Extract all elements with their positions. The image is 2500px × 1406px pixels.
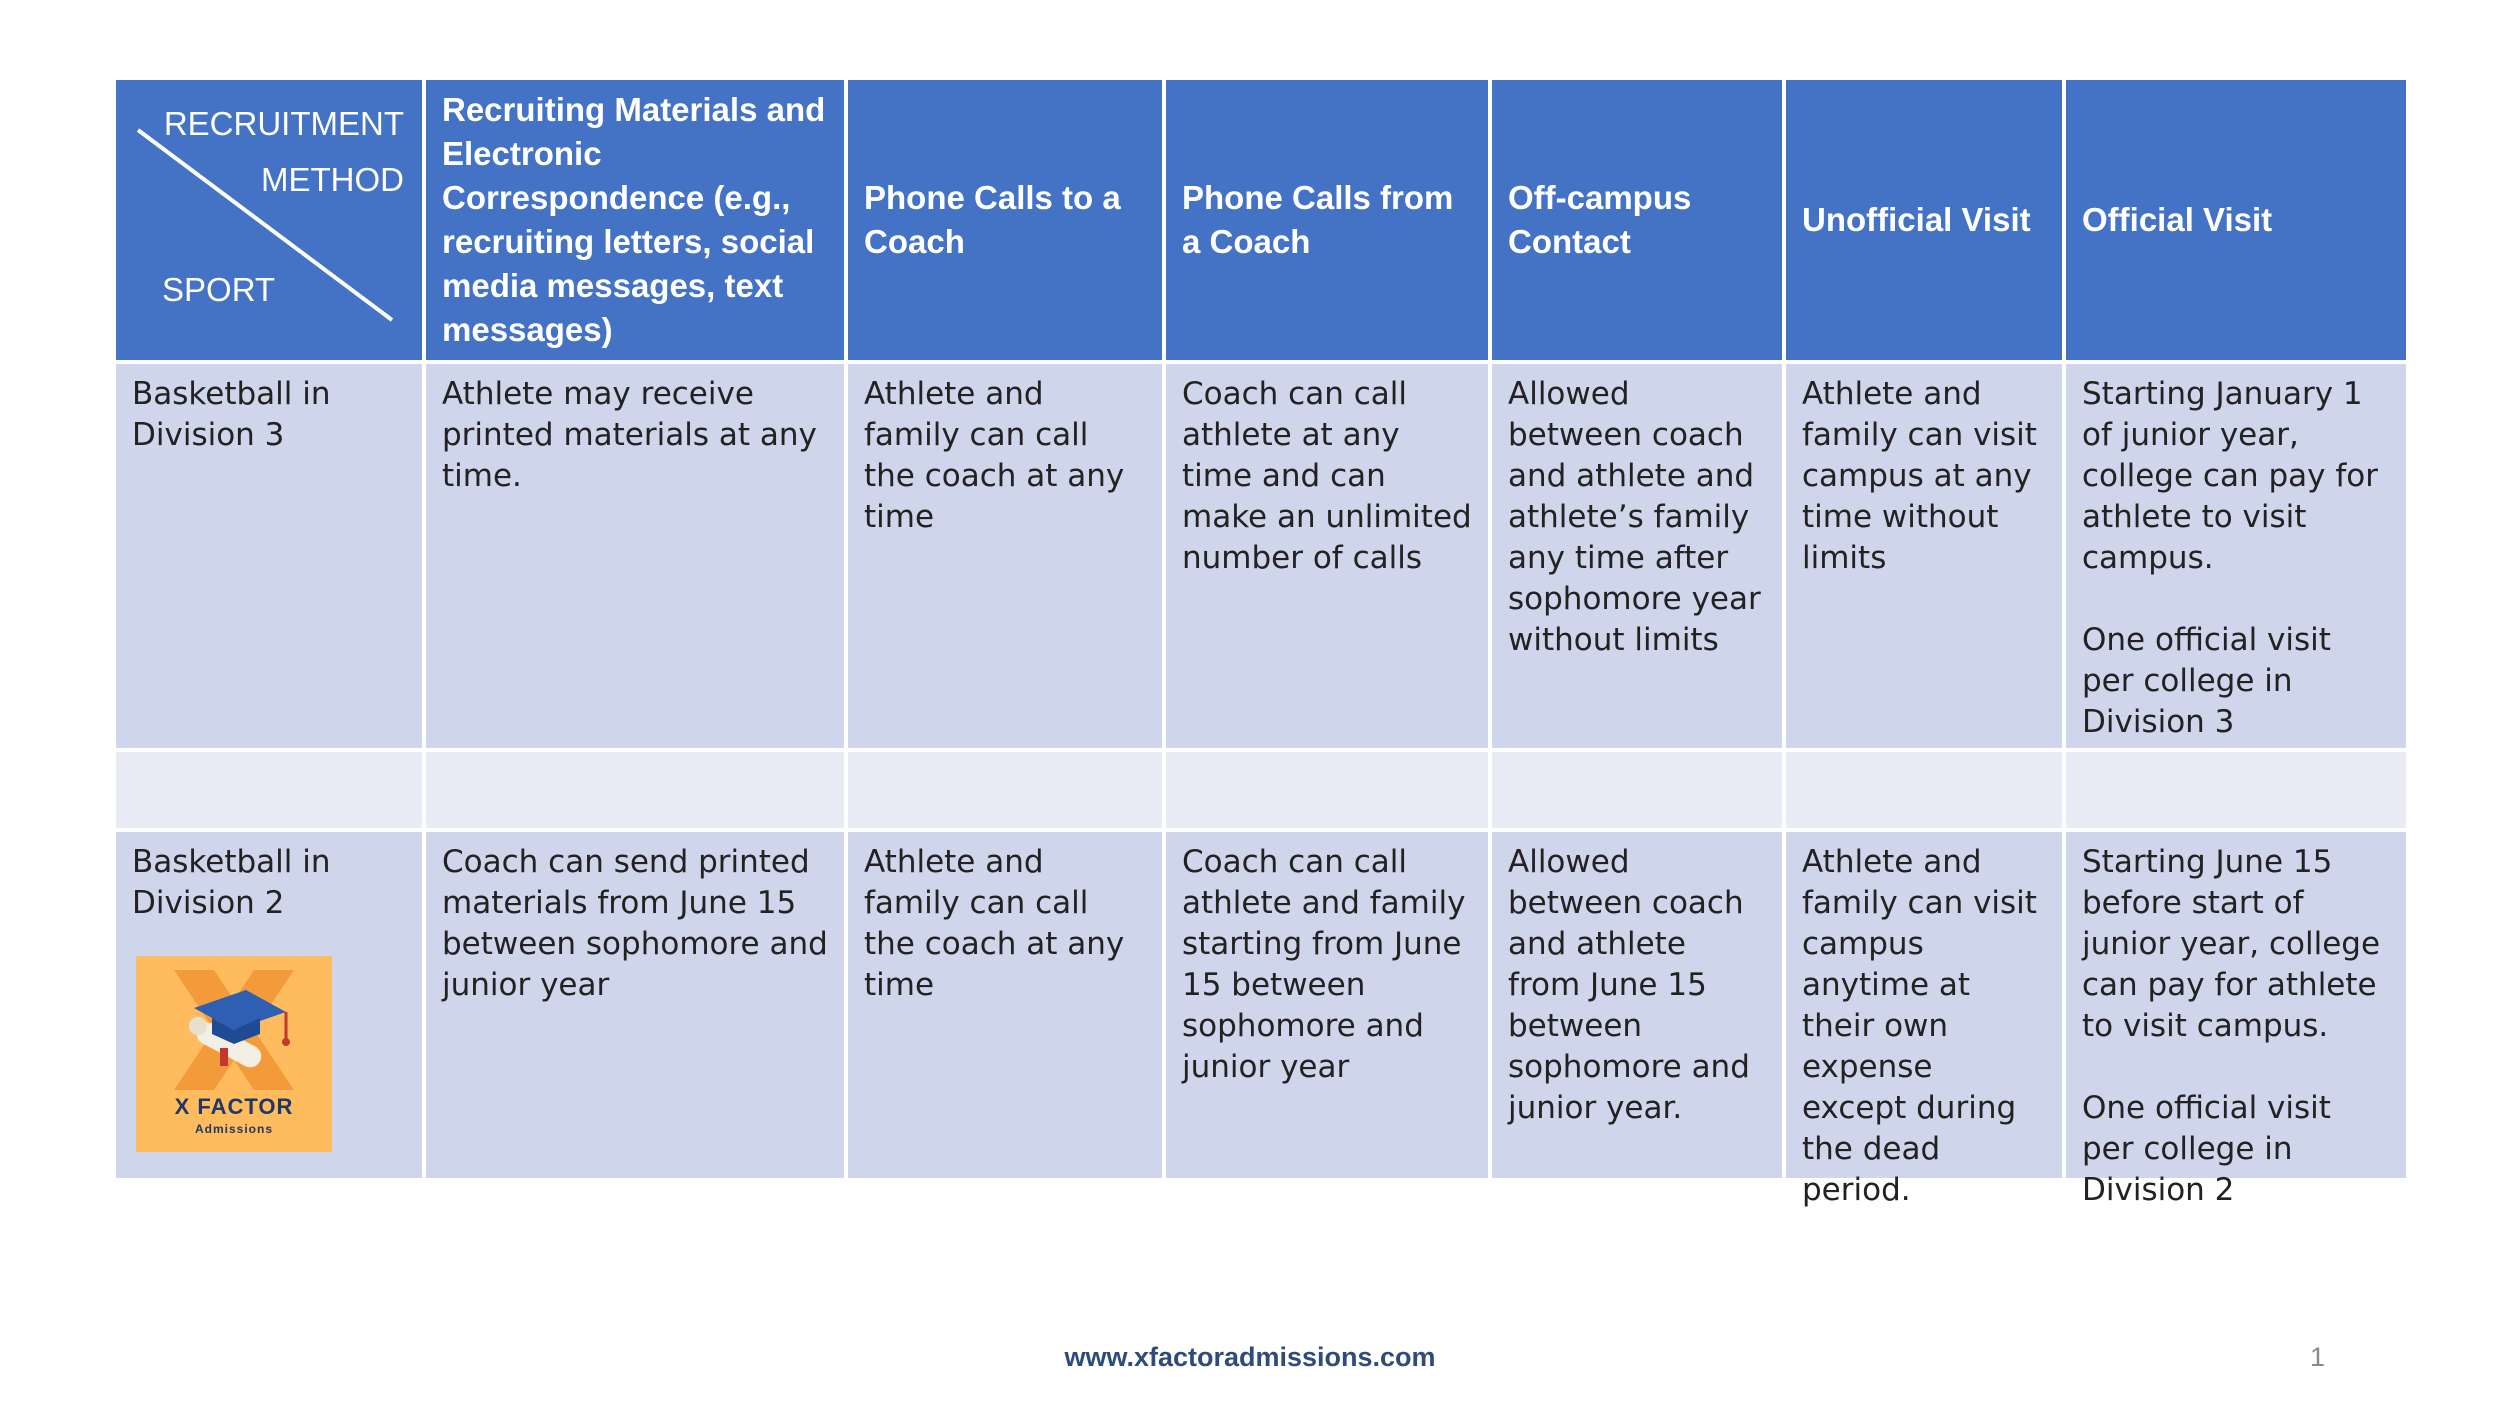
spacer-cell [848, 752, 1162, 828]
cell-off-campus-d2: Allowed between coach and athlete from June 15 between sophomore and junior year. [1492, 832, 1782, 1178]
footer-website[interactable]: www.xfactoradmissions.com [1064, 1342, 1436, 1372]
page-number: 1 [2310, 1342, 2326, 1372]
spacer-cell [2066, 752, 2406, 828]
logo-subtitle: Admissions [194, 1122, 273, 1136]
spacer-cell [1786, 752, 2062, 828]
official-d2-para-2: One official visit per college in Division 2 [2082, 1090, 2331, 1208]
column-header-calls-from-coach: Phone Calls from a Coach [1166, 80, 1488, 360]
cell-materials-d2: Coach can send printed materials from June 15 between sophomore and junior year [426, 832, 844, 1178]
cell-official-d3 [2066, 364, 2406, 748]
cell-materials-d3: Athlete may receive printed materials at any time. [426, 364, 844, 748]
row-sport-d2: Basketball in Division 2 [116, 832, 422, 1178]
cell-calls-from-d3: Coach can call athlete at any time and can make an unlimited number of calls [1166, 364, 1488, 748]
spacer-cell [1492, 752, 1782, 828]
official-d3-para-1: Starting January 1 of junior year, college can pay for athlete to visit campus. [2082, 376, 2378, 576]
cell-unofficial-d2: Athlete and family can visit campus anytime at their own expense except during the dead period. [1786, 832, 2062, 1178]
column-header-unofficial-visit: Unofficial Visit [1786, 80, 2062, 360]
column-header-calls-to-coach: Phone Calls to a Coach [848, 80, 1162, 360]
cell-calls-to-d2: Athlete and family can call the coach at any time [848, 832, 1162, 1178]
xfactor-logo [136, 956, 332, 1152]
spacer-cell [426, 752, 844, 828]
column-header-off-campus: Off-campus Contact [1492, 80, 1782, 360]
official-d2-para-1: Starting June 15 before start of junior year, college can pay for athlete to visit campus. [2082, 844, 2381, 1044]
corner-header-cell [116, 80, 422, 360]
spacer-cell [116, 752, 422, 828]
cell-unofficial-d3: Athlete and family can visit campus at any time without limits [1786, 364, 2062, 748]
logo-title: X FACTOR [174, 1094, 294, 1119]
cell-calls-from-d2: Coach can call athlete and family starting from June 15 between sophomore and junior year [1166, 832, 1488, 1178]
cell-official-d2 [2066, 832, 2406, 1208]
corner-label-recruitment: RECRUITMENT [163, 105, 404, 142]
cell-off-campus-d3: Allowed between coach and athlete and athlete’s family any time after sophomore year without limits [1492, 364, 1782, 748]
corner-label-sport: SPORT [162, 271, 276, 308]
official-d3-para-2: One official visit per college in Division 3 [2082, 622, 2331, 740]
recruiting-rules-table [116, 80, 2390, 1208]
corner-label-method: METHOD [261, 161, 404, 198]
cell-calls-to-d3: Athlete and family can call the coach at any time [848, 364, 1162, 748]
row-sport-d3: Basketball in Division 3 [116, 364, 422, 748]
column-header-official-visit: Official Visit [2066, 80, 2406, 360]
column-header-materials: Recruiting Materials and Electronic Correspondence (e.g., recruiting letters, social media messages, text messages) [426, 80, 844, 360]
spacer-cell [1166, 752, 1488, 828]
